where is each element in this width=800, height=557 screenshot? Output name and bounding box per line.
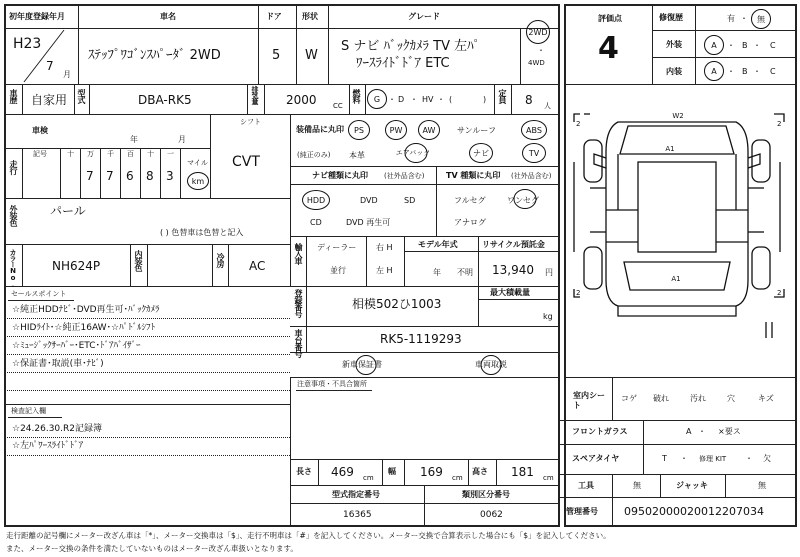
recycle-unit: 円: [545, 268, 553, 277]
selling-points-label: セールスポイント: [11, 290, 67, 298]
exterior-label: 外装: [666, 40, 682, 49]
selling-point-item: ☆保証書･取説(車･ﾅﾋﾞ): [12, 359, 104, 369]
car-name-label: 車名: [160, 12, 176, 21]
oneseg-circle-mark: [512, 188, 538, 210]
interior-sep-1: ・: [727, 67, 735, 76]
windshield-sep: ・: [698, 427, 706, 436]
class-no-value: 0062: [480, 510, 503, 520]
records-label: 検査記入欄: [11, 407, 46, 415]
navi-cd: CD: [310, 218, 322, 227]
seat-burn: コゲ: [621, 394, 637, 403]
exterior-color-value: パール: [50, 204, 86, 218]
vehicle-manual: 車両取説: [475, 360, 507, 369]
spare-sep-1: ・: [680, 454, 688, 463]
length-label: 長さ: [296, 467, 312, 476]
grade-line-2: ﾜｰｽﾗｲﾄﾞﾄﾞｱ ETC: [356, 56, 450, 71]
spare-t: T: [662, 454, 667, 463]
drive-4wd: 4WD: [528, 59, 545, 67]
interior-seat-label: 室内シート: [573, 391, 605, 411]
interior-grade-a-circled: A: [704, 61, 724, 81]
grade-label: グレード: [408, 12, 440, 21]
navi-dvd: DVD: [360, 196, 378, 205]
spare-repair-kit: 修理 KIT: [699, 455, 727, 463]
damage-mark-w2: W2: [672, 112, 684, 120]
mileage-label: 走行: [9, 160, 18, 174]
shaken-month-unit: 月: [178, 135, 186, 144]
displacement-unit: CC: [333, 102, 343, 110]
repair-label: 修復歴: [659, 13, 683, 22]
length-value: 469: [331, 465, 354, 479]
vehicle-damage-diagram: [566, 92, 796, 375]
car-name: ｽﾃｯﾌﾟﾜｺﾞﾝｽﾊﾟｰﾀﾞ 2WD: [88, 48, 221, 63]
mile-label: マイル: [187, 159, 208, 167]
width-unit: cm: [452, 474, 463, 482]
tv-type-sublabel: (社外品含む): [511, 172, 552, 180]
model-label: 型式: [77, 89, 86, 103]
equip-abs-circled: ABS: [521, 120, 547, 140]
tools-label: 工具: [578, 481, 594, 490]
import-label: 輸入車: [294, 243, 303, 264]
tools-value: 無: [633, 481, 641, 490]
door-count: 5: [272, 48, 281, 63]
exterior-sep-1: ・: [727, 41, 735, 50]
footer-note-line-2: また、メーター交換の条件を満たしていないものはメーター改ざん車扱いとなります。: [6, 544, 298, 553]
equip-leather: 本革: [349, 151, 365, 160]
first-reg-month: 7: [46, 59, 54, 73]
repair-sep: ・: [740, 14, 748, 23]
jack-label: ジャッキ: [676, 481, 708, 490]
color-no-label: カラーNo.: [9, 249, 17, 288]
ac-value: AC: [249, 259, 266, 273]
mileage-unit-1k: 千: [107, 150, 114, 158]
paren-number: 2: [777, 120, 782, 128]
first-reg-label: 初年度登録年月: [9, 12, 65, 21]
capacity-label: 定員: [498, 89, 507, 103]
paren-number: 2: [777, 289, 782, 297]
drive-2wd-circled: 2WD: [526, 20, 550, 44]
exterior-color-label: 外装色: [9, 205, 18, 226]
color-no-value: NH624P: [52, 259, 101, 273]
fuel-open-paren: (: [449, 95, 453, 104]
import-left-h: 左 H: [376, 266, 393, 275]
interior-sep-2: ・: [753, 67, 761, 76]
evaluation-score: 4: [598, 31, 619, 66]
paren-number: 2: [576, 120, 581, 128]
equip-tv-circled: TV: [522, 143, 546, 163]
jack-value: 無: [758, 481, 766, 490]
shaken-label: 車検: [32, 126, 48, 135]
equip-ps-circled: PS: [348, 120, 370, 140]
equip-sunroof: サンルーフ: [457, 126, 496, 135]
notes-label: 注意事項・不具合箇所: [297, 380, 367, 388]
mileage-unit-1: 一: [167, 150, 174, 158]
navi-type-sublabel: (社外品含む): [384, 172, 425, 180]
tv-type-label: TV 種類に丸印: [446, 171, 501, 180]
mileage-digit: 3: [166, 169, 174, 183]
shift-label: シフト: [240, 118, 261, 126]
width-value: 169: [420, 465, 443, 479]
height-unit: cm: [543, 474, 554, 482]
shaken-year-unit: 年: [130, 135, 138, 144]
windshield-a: A: [686, 427, 692, 436]
selling-point-item: ☆HIDﾗｲﾄ･☆純正16AW･☆ﾊﾟﾄﾞﾙｼﾌﾄ: [12, 323, 156, 333]
mileage-digit: 7: [86, 169, 94, 183]
damage-mark-a1: A1: [671, 275, 681, 283]
spare-missing: 欠: [763, 454, 771, 463]
seat-hole: 穴: [727, 394, 735, 403]
airbag-circle-mark: [403, 142, 429, 164]
fuel-diesel: D: [398, 95, 405, 104]
exterior-grade-c: C: [770, 41, 776, 50]
repair-none-circled: 無: [751, 9, 771, 29]
exterior-grade-b: B: [742, 41, 748, 50]
fuel-sep-2: ・: [410, 95, 418, 104]
height-value: 181: [511, 465, 534, 479]
model-year-unknown: 不明: [457, 268, 473, 277]
interior-grade-c: C: [770, 67, 776, 76]
model-year-label: モデル年式: [418, 240, 458, 249]
fuel-sep-1: ・: [388, 95, 396, 104]
record-item: ☆左ﾊﾟﾜｰｽﾗｲﾄﾞﾄﾞｱ: [12, 441, 84, 451]
km-unit-circled: km: [187, 172, 209, 190]
fuel-hybrid: HV: [422, 95, 434, 104]
type-no-value: 16365: [343, 510, 372, 520]
equip-aw-circled: AW: [418, 120, 440, 140]
selling-point-item: ☆ﾐｭｰｼﾞｯｸｻｰﾊﾞｰ･ETC･ﾄﾞｱﾊﾞｲｻﾞｰ: [12, 341, 141, 351]
damage-mark-a1: A1: [665, 145, 675, 153]
mileage-unit-10k: 万: [87, 150, 94, 158]
equipment-sublabel: (純正のみ): [297, 151, 331, 159]
fuel-label: 燃料: [352, 89, 361, 103]
fuel-sep-3: ・: [437, 95, 445, 104]
door-label: ドア: [266, 12, 282, 21]
mileage-unit-mark: 記号: [33, 150, 47, 158]
mileage-digit: 7: [106, 169, 114, 183]
equip-pw-circled: PW: [385, 120, 407, 140]
max-load-unit: kg: [543, 312, 553, 321]
height-label: 高さ: [472, 467, 488, 476]
spare-tire-label: スペアタイヤ: [572, 454, 620, 463]
mileage-unit-100k: 十: [67, 150, 74, 158]
length-unit: cm: [363, 474, 374, 482]
interior-grade-b: B: [742, 67, 748, 76]
equip-navi-circled: ナビ: [469, 143, 493, 163]
max-load-label: 最大積載量: [490, 288, 530, 297]
management-no-value: 09502000020012207034: [624, 505, 764, 518]
capacity-value: 8: [525, 93, 533, 107]
vehicle-history-label: 車歴: [9, 89, 18, 103]
fuel-gasoline-circled: G: [367, 89, 387, 109]
grade-line-1: S ナビ ﾊﾞｯｸｶﾒﾗ TV 左ﾊﾟ: [341, 39, 481, 54]
drive-sep: ・: [537, 46, 545, 55]
import-dealer: ディーラー: [317, 243, 357, 252]
displacement-value: 2000: [286, 93, 317, 107]
paren-number: 2: [576, 289, 581, 297]
ac-label: 冷房: [216, 253, 225, 267]
score-label: 評価点: [598, 14, 622, 23]
windshield-label: フロントガラス: [572, 427, 628, 436]
mileage-unit-10: 十: [147, 150, 154, 158]
recycle-value: 13,940: [492, 263, 534, 277]
new-car-warranty: 新車保証書: [342, 360, 382, 369]
seat-tear: 破れ: [653, 394, 669, 403]
navi-sd: SD: [404, 196, 416, 205]
usage-value: 自家用: [31, 93, 68, 107]
color-change-note: ( ) 色替車は色替と記入: [160, 228, 244, 237]
width-label: 幅: [388, 467, 396, 476]
model-value: DBA-RK5: [138, 93, 192, 107]
registration-label: 登録番号: [294, 289, 303, 317]
chassis-label: 車台番号: [294, 329, 303, 357]
exterior-grade-a-circled: A: [704, 35, 724, 55]
chassis-value: RK5-1119293: [380, 332, 462, 346]
footer-note-line-1: 走行距離の記号欄にメーター改ざん車は「*」、メーター交換車は「$」、走行不明車は「#」を記入してください。メーター交換で合算表示した場合にも「$」を記入してください。: [6, 531, 611, 540]
first-reg-year: H23: [13, 36, 42, 52]
type-no-label: 型式指定番号: [332, 490, 380, 499]
interior-label: 内装: [666, 67, 682, 76]
registration-value: 相模502ひ1003: [352, 297, 442, 311]
import-right-h: 右 H: [376, 243, 393, 252]
warranty-circle-mark: [354, 354, 378, 376]
tv-fullseg: フルセグ: [454, 196, 486, 205]
recycle-label: リサイクル預託金: [482, 240, 545, 249]
seat-stain: 汚れ: [690, 394, 706, 403]
shift-value: CVT: [232, 154, 260, 170]
capacity-unit: 人: [544, 102, 551, 110]
selling-point-item: ☆純正HDDﾅﾋﾞ･DVD再生可･ﾊﾞｯｸｶﾒﾗ: [12, 305, 160, 315]
windshield-replace: ×要ス: [718, 427, 741, 436]
mileage-unit-100: 百: [127, 150, 134, 158]
seat-scratch: キズ: [758, 394, 774, 403]
tv-oneseg: ワンセグ: [507, 196, 539, 205]
class-no-label: 類別区分番号: [462, 490, 510, 499]
manual-circle-mark: [479, 354, 503, 376]
navi-hdd-circled: HDD: [302, 190, 330, 210]
fuel-close-paren: ): [483, 95, 487, 104]
exterior-sep-2: ・: [753, 41, 761, 50]
mileage-digit: 6: [126, 169, 134, 183]
navi-type-label: ナビ種類に丸印: [312, 171, 368, 180]
shape-label: 形状: [302, 12, 318, 21]
tv-analog: アナログ: [454, 218, 486, 227]
equipment-label: 装備品に丸印: [296, 125, 344, 134]
equip-airbag-circled: エアバック: [395, 149, 431, 157]
mileage-digit: 8: [146, 169, 154, 183]
interior-color-label: 内装色: [134, 250, 143, 271]
management-no-label: 管理番号: [566, 507, 598, 516]
model-year-unit: 年: [433, 268, 441, 277]
record-item: ☆24.26.30.R2記録簿: [12, 424, 102, 434]
body-shape: W: [305, 48, 318, 63]
navi-dvd-playback: DVD 再生可: [346, 218, 391, 227]
displacement-label: 排気量: [251, 86, 259, 104]
import-parallel: 並行: [330, 266, 346, 275]
spare-sep-2: ・: [745, 454, 753, 463]
repair-yes: 有: [727, 14, 735, 23]
month-unit: 月: [63, 70, 71, 79]
